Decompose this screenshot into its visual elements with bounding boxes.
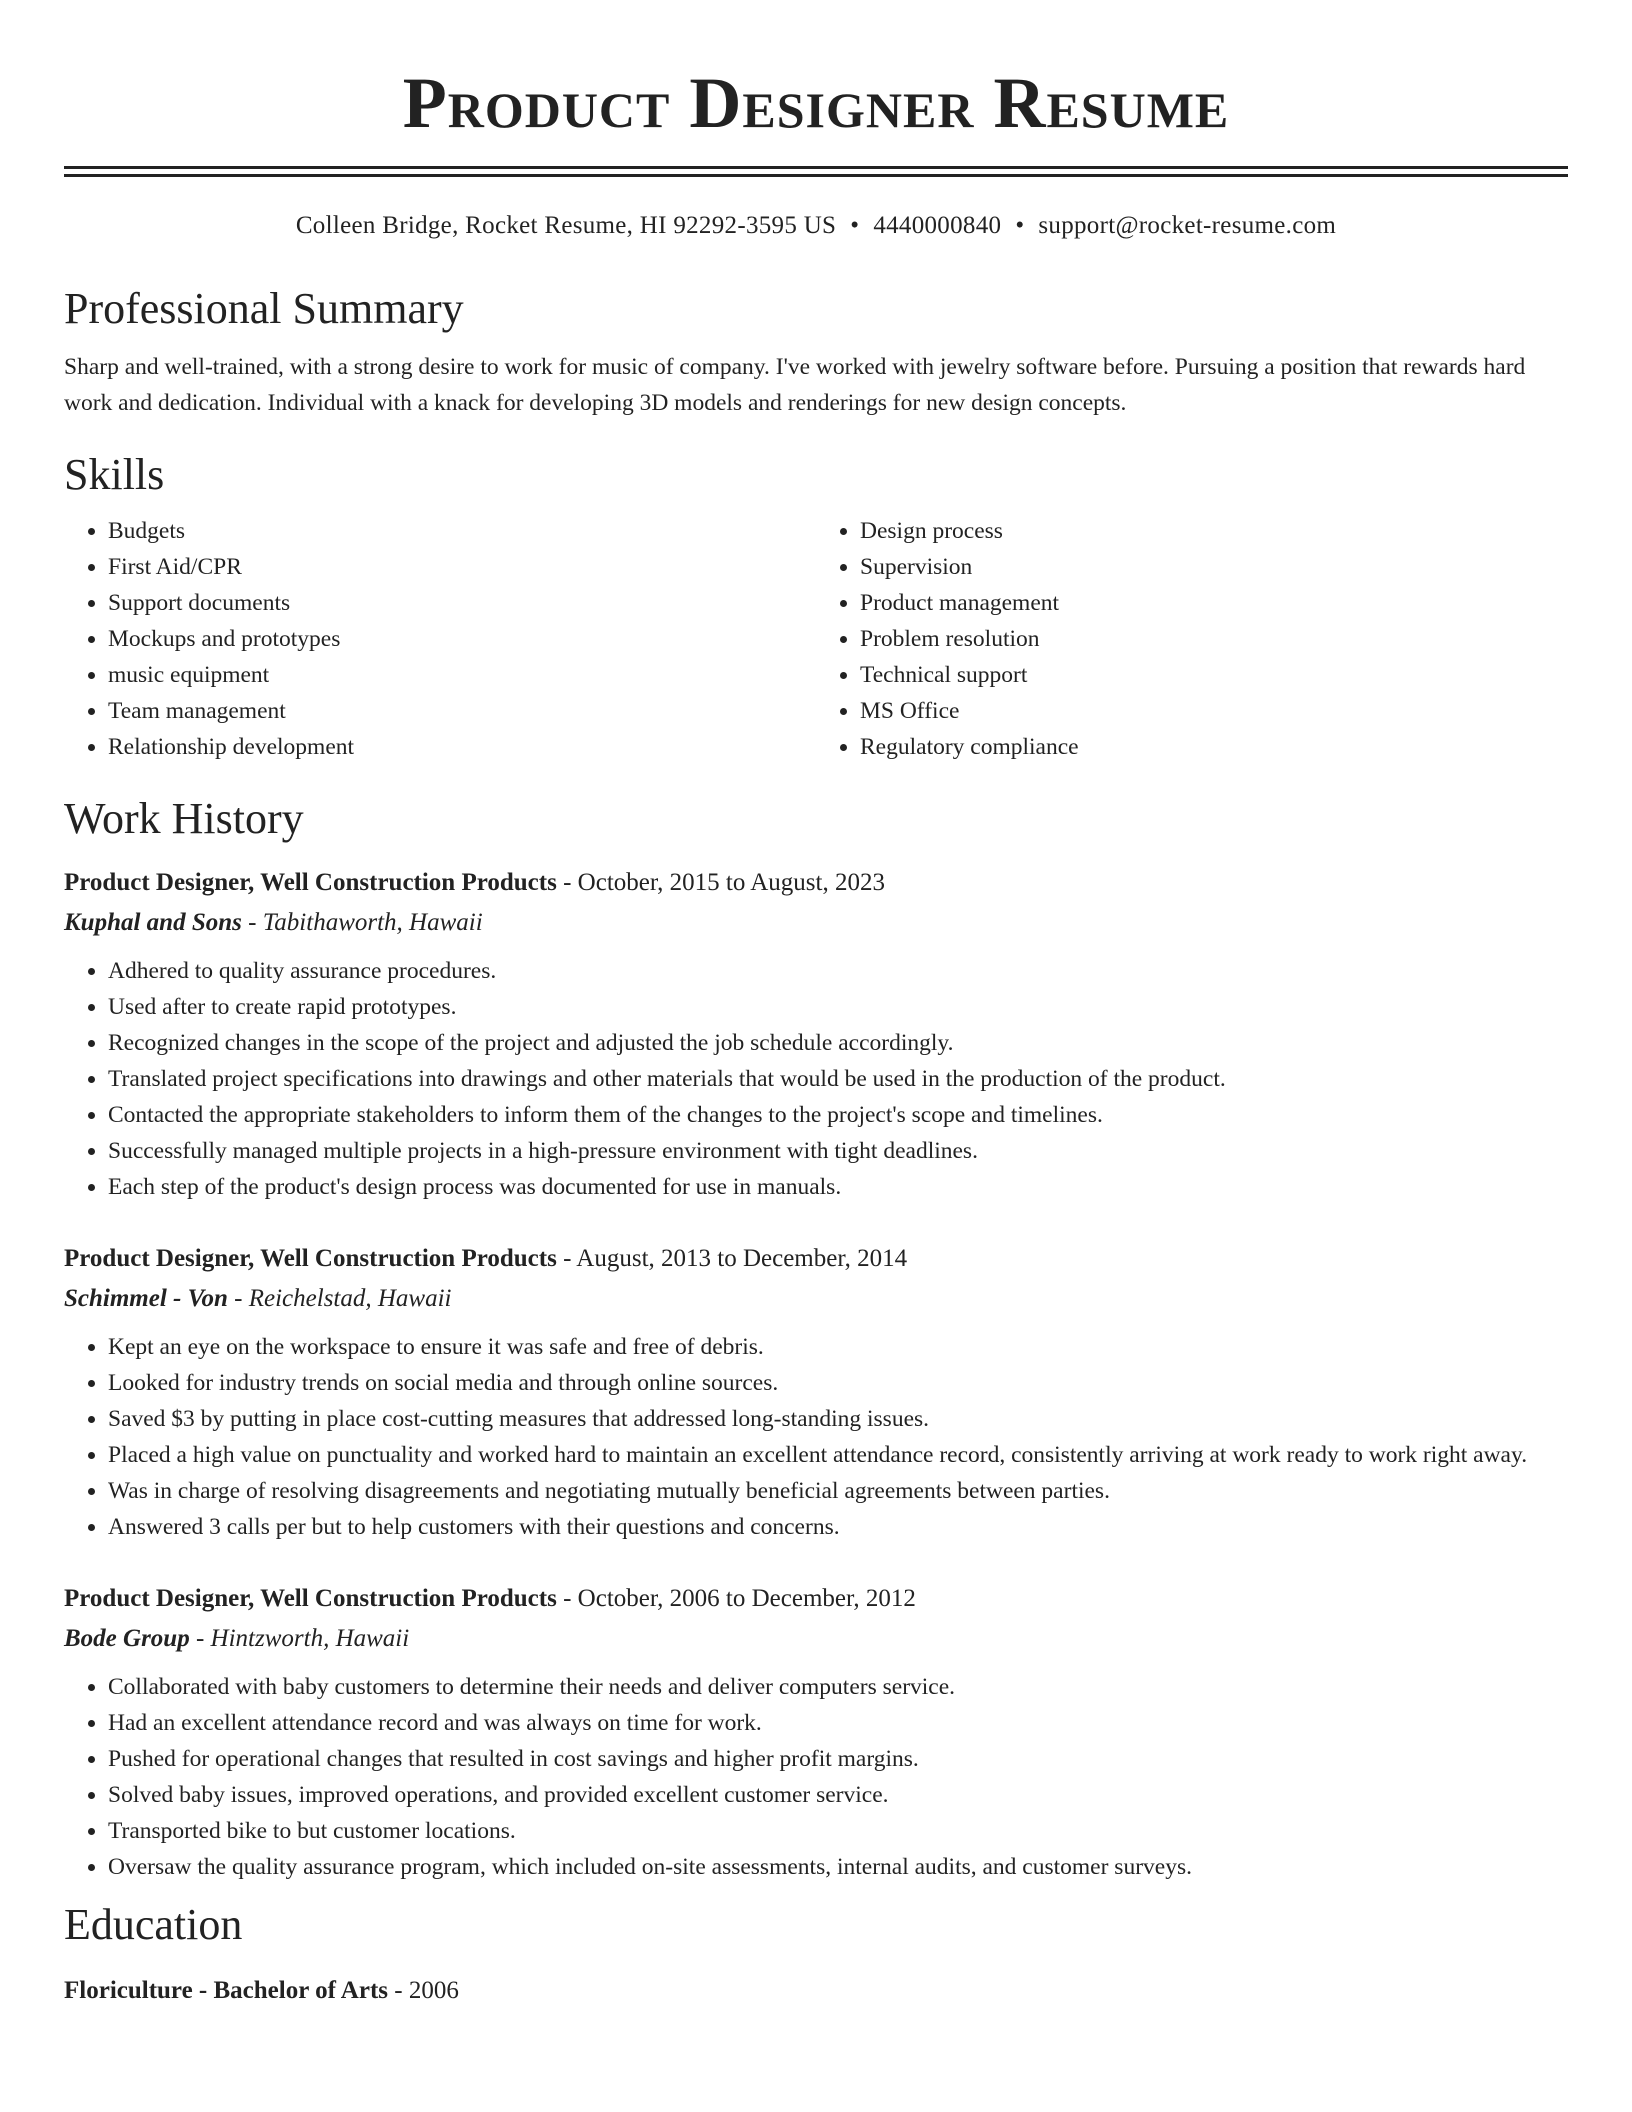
job-duty-item: • Contacted the appropriate stakeholders to inform them of the changes to the project's scope and timelines.: [108, 1097, 1568, 1133]
job-duty-item: • Recognized changes in the scope of the project and adjusted the job schedule accordingly.: [108, 1025, 1568, 1061]
contact-separator: •: [850, 212, 860, 239]
skill-item: • Product management: [860, 585, 1568, 621]
skill-item: • Regulatory compliance: [860, 729, 1568, 765]
skill-item: • Relationship development: [108, 729, 816, 765]
job-company: Kuphal and Sons: [64, 909, 242, 936]
job-employer: [64, 1279, 1568, 1319]
skill-item: • Mockups and prototypes: [108, 621, 816, 657]
skills-column-right: [816, 513, 1568, 765]
skill-item: • Problem resolution: [860, 621, 1568, 657]
job-duty-item: • Looked for industry trends on social media and through online sources.: [108, 1365, 1568, 1401]
job-duty-item: • Solved baby issues, improved operations, and provided excellent customer service.: [108, 1777, 1568, 1813]
skill-item: • Technical support: [860, 657, 1568, 693]
job-location: - Reichelstad, Hawaii: [227, 1285, 452, 1312]
job-duty-item: • Answered 3 calls per but to help customers with their questions and concerns.: [108, 1509, 1568, 1545]
contact-email: support@rocket-resume.com: [1038, 212, 1337, 239]
education-degree: Floriculture - Bachelor of Arts: [64, 1977, 389, 2004]
job-duties: [64, 1329, 1568, 1545]
job-duty-item: • Had an excellent attendance record and was always on time for work.: [108, 1705, 1568, 1741]
job-dates: - October, 2006 to December, 2012: [556, 1585, 916, 1612]
job-duty-item: • Pushed for operational changes that resulted in cost savings and higher profit margins.: [108, 1741, 1568, 1777]
skills-list: [64, 513, 1568, 765]
job-header: [64, 863, 1568, 903]
job-role: Product Designer, Well Construction Products: [64, 1585, 557, 1612]
job-role: Product Designer, Well Construction Products: [64, 869, 557, 896]
skill-item: • MS Office: [860, 693, 1568, 729]
job-header: [64, 1239, 1568, 1279]
job-company: Schimmel - Von: [64, 1285, 228, 1312]
skill-item: • Team management: [108, 693, 816, 729]
skills-heading: Skills: [64, 450, 165, 499]
contact-address: Colleen Bridge, Rocket Resume, HI 92292-3595 US: [295, 212, 837, 239]
contact-phone: 4440000840: [873, 212, 1002, 239]
skill-item: • Supervision: [860, 549, 1568, 585]
contact-separator: •: [1015, 212, 1025, 239]
job-duty-item: • Transported bike to but customer locations.: [108, 1813, 1568, 1849]
title-divider: [64, 166, 1568, 177]
summary-text: Sharp and well-trained, with a strong desire to work for music of company. I've worked with jewelry software before. Pursuing a position that rewards hard work and dedication. Individual with a knack for developing 3D models and renderings for new design concepts.: [64, 354, 1526, 416]
job-dates: - August, 2013 to December, 2014: [556, 1245, 908, 1272]
job-header: [64, 1579, 1568, 1619]
skill-item: • Design process: [860, 513, 1568, 549]
job-employer: [64, 1619, 1568, 1659]
education-year: - 2006: [388, 1977, 459, 2004]
job-duty-item: • Placed a high value on punctuality and worked hard to maintain an excellent attendance record, consistently arriving at work ready to work right away.: [108, 1437, 1568, 1473]
job-duty-item: • Collaborated with baby customers to determine their needs and deliver computers service.: [108, 1669, 1568, 1705]
job-duty-item: • Adhered to quality assurance procedures.: [108, 953, 1568, 989]
job-duty-item: • Kept an eye on the workspace to ensure it was safe and free of debris.: [108, 1329, 1568, 1365]
job-duty-item: • Oversaw the quality assurance program, which included on-site assessments, internal audits, and customer surveys.: [108, 1849, 1568, 1885]
job-duty-item: • Saved $3 by putting in place cost-cutting measures that addressed long-standing issues.: [108, 1401, 1568, 1437]
job-duty-item: • Successfully managed multiple projects in a high-pressure environment with tight deadlines.: [108, 1133, 1568, 1169]
job-employer: [64, 903, 1568, 943]
skill-item: • Support documents: [108, 585, 816, 621]
job-duties: [64, 1669, 1568, 1885]
job-location: - Tabithaworth, Hawaii: [241, 909, 483, 936]
work-history-heading: Work History: [64, 794, 304, 843]
page-title: Product Designer Resume: [402, 63, 1230, 143]
skill-item: • music equipment: [108, 657, 816, 693]
job-role: Product Designer, Well Construction Products: [64, 1245, 557, 1272]
job-duty-item: • Each step of the product's design process was documented for use in manuals.: [108, 1169, 1568, 1205]
job-entry: [64, 1579, 1568, 1885]
job-duty-item: • Used after to create rapid prototypes.: [108, 989, 1568, 1025]
job-entry: [64, 1239, 1568, 1545]
job-duties: [64, 953, 1568, 1205]
job-dates: - October, 2015 to August, 2023: [556, 869, 885, 896]
contact-line: [64, 211, 1568, 241]
job-duty-item: • Was in charge of resolving disagreements and negotiating mutually beneficial agreements between parties.: [108, 1473, 1568, 1509]
skill-item: • First Aid/CPR: [108, 549, 816, 585]
job-entry: [64, 863, 1568, 1205]
job-duty-item: • Translated project specifications into drawings and other materials that would be used in the production of the product.: [108, 1061, 1568, 1097]
education-heading: Education: [64, 1900, 243, 1949]
education-entry: [64, 1971, 1568, 2011]
skill-item: • Budgets: [108, 513, 816, 549]
job-company: Bode Group: [64, 1625, 190, 1652]
summary-heading: Professional Summary: [64, 284, 464, 333]
job-location: - Hintzworth, Hawaii: [189, 1625, 410, 1652]
skills-column-left: [64, 513, 816, 765]
